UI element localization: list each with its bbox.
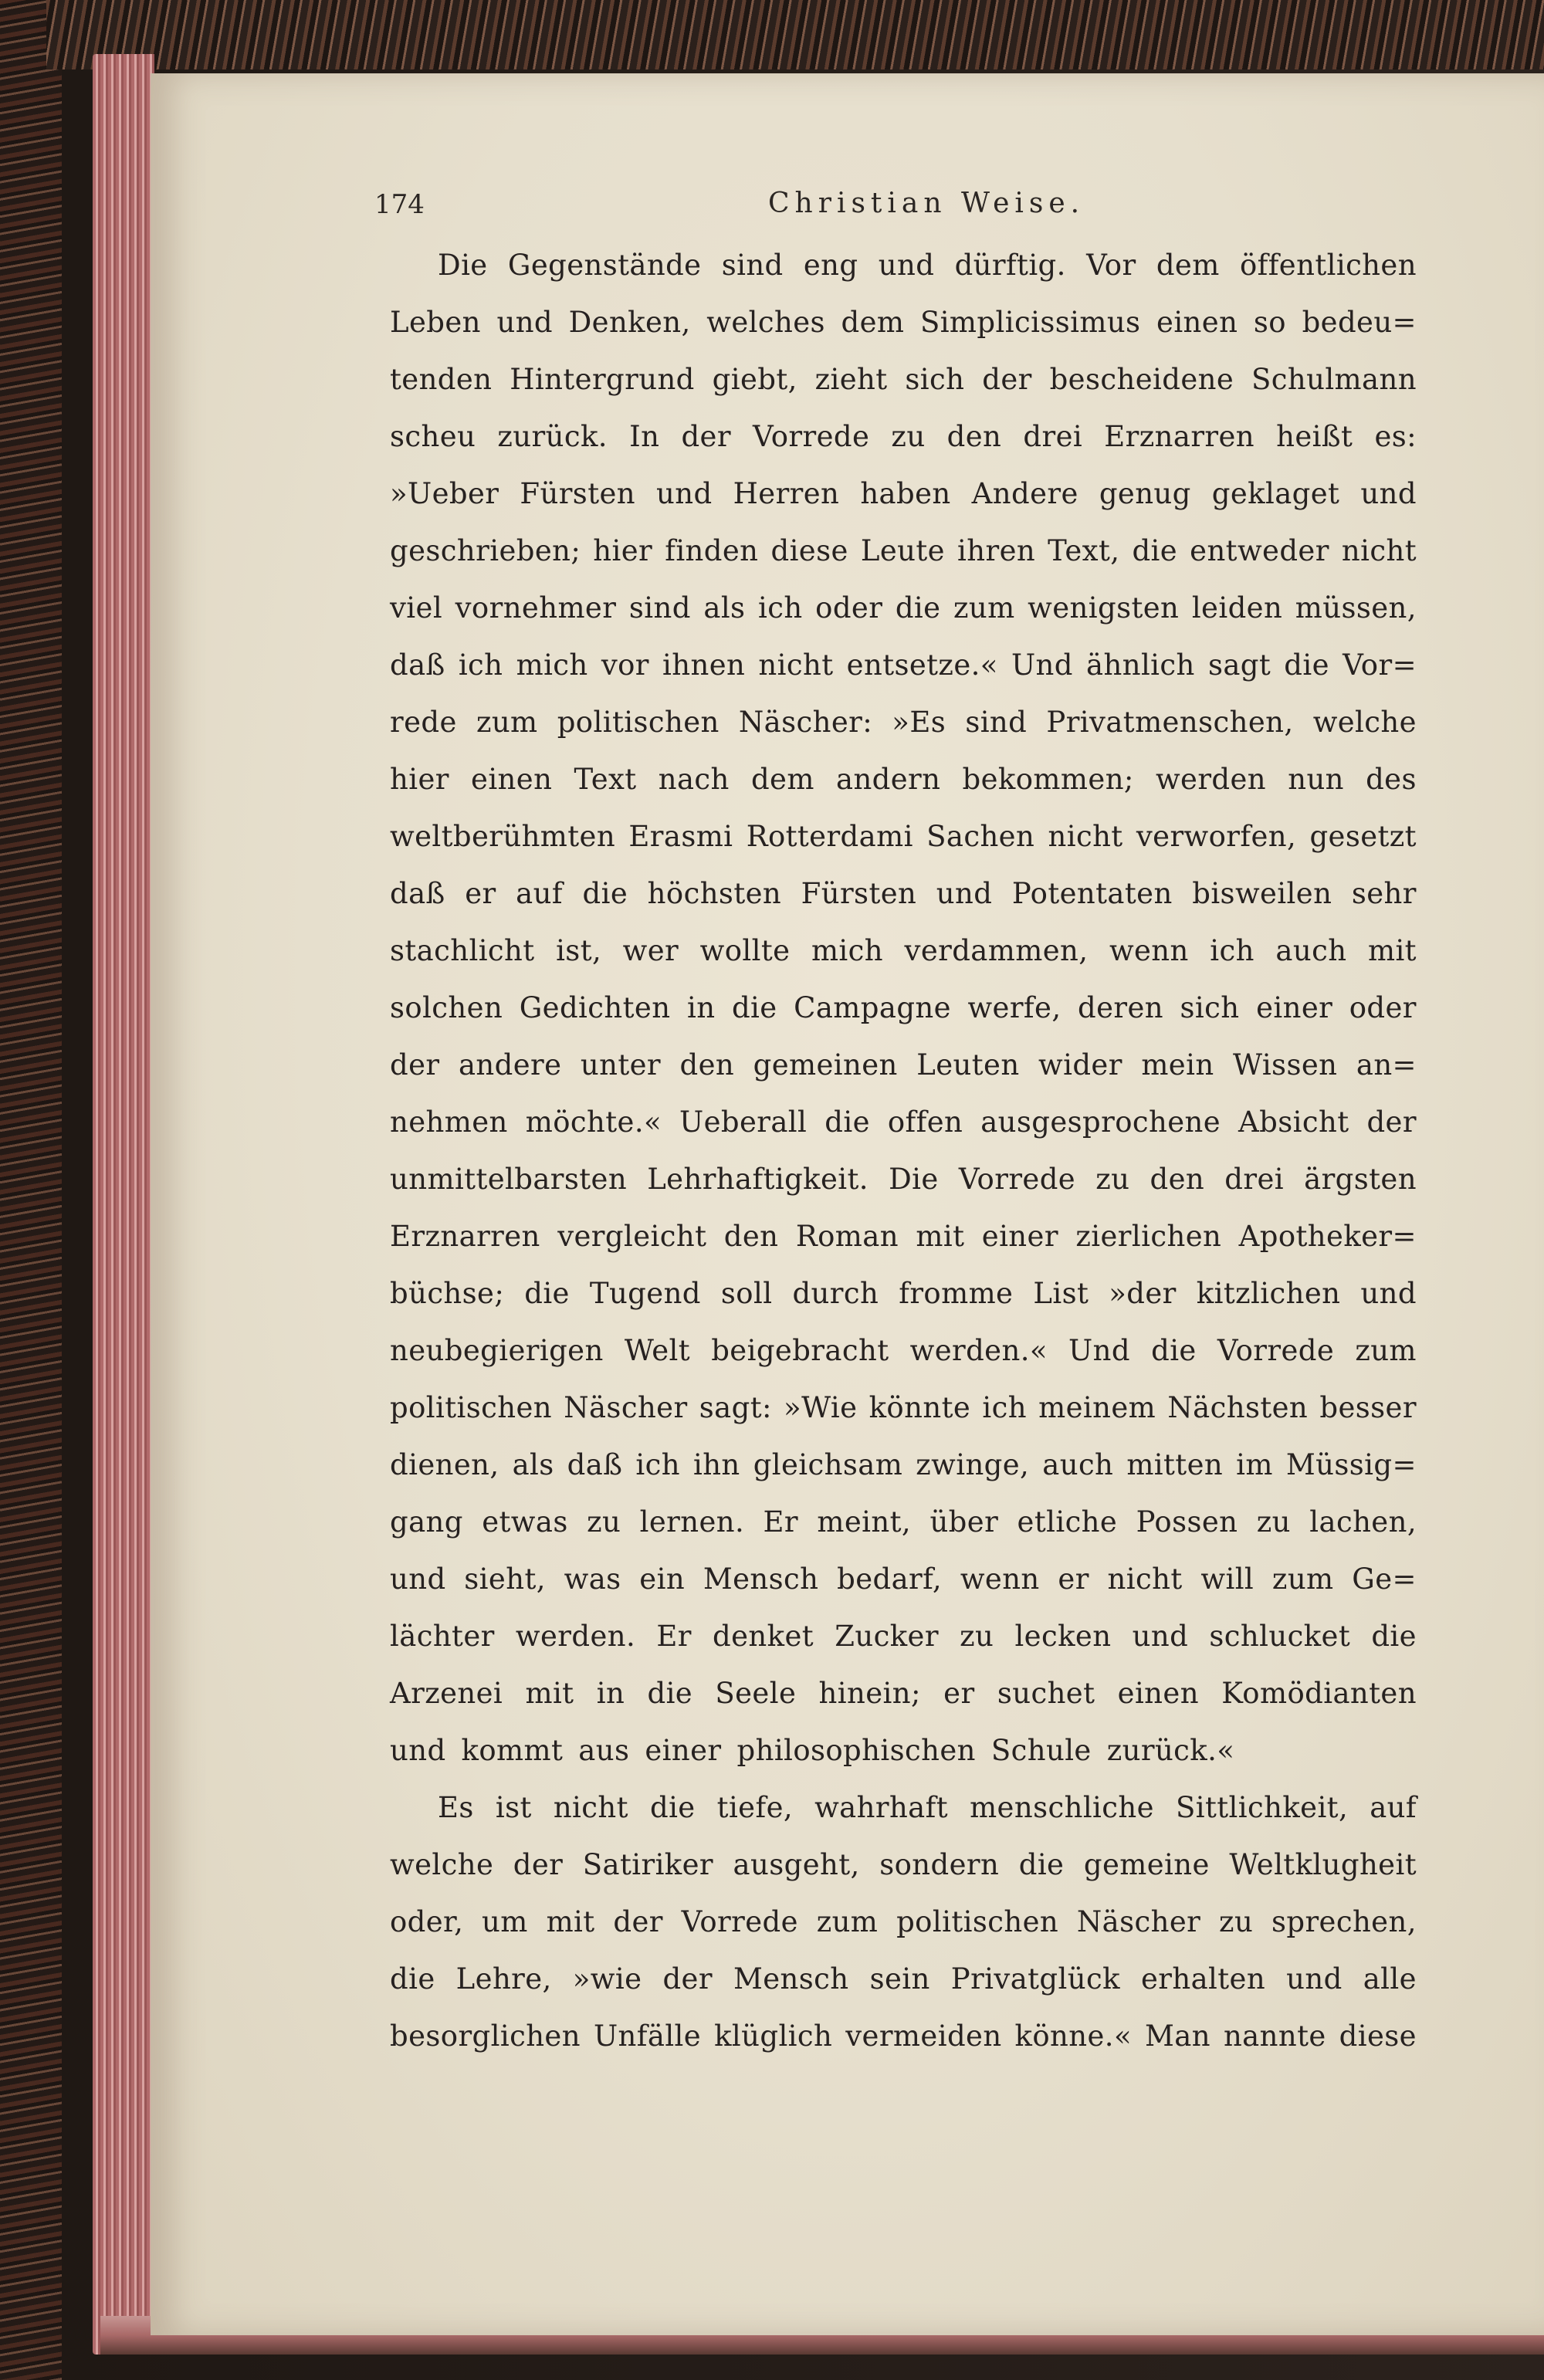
text-line: rede zum politischen Näscher: »Es sind Privatmenschen, welche xyxy=(390,706,1417,739)
text-line: viel vornehmer sind als ich oder die zum wenigsten leiden müssen, xyxy=(390,591,1417,625)
running-head: Christian Weise. xyxy=(768,188,1085,219)
text-line: Die Gegenstände sind eng und dürftig. Vor dem öffentlichen xyxy=(438,249,1417,282)
text-line: scheu zurück. In der Vorrede zu den drei Erznarren heißt es: xyxy=(390,420,1417,453)
text-line: Arzenei mit in die Seele hinein; er suchet einen Komödianten xyxy=(390,1677,1417,1710)
text-line: solchen Gedichten in die Campagne werfe, deren sich einer oder xyxy=(390,991,1417,1024)
text-line: und kommt aus einer philosophischen Schule zurück.« xyxy=(390,1734,1235,1767)
text-line: Erznarren vergleicht den Roman mit einer zierlichen Apotheker= xyxy=(390,1220,1417,1253)
text-line: oder, um mit der Vorrede zum politischen Näscher zu sprechen, xyxy=(390,1905,1417,1938)
text-line: neubegierigen Welt beigebracht werden.« Und die Vorrede zum xyxy=(390,1334,1417,1367)
text-line: weltberühmten Erasmi Rotterdami Sachen nicht verworfen, gesetzt xyxy=(390,820,1417,853)
text-line: politischen Näscher sagt: »Wie könnte ich meinem Nächsten besser xyxy=(390,1391,1417,1424)
page-number: 174 xyxy=(374,189,425,220)
text-line: daß er auf die höchsten Fürsten und Potentaten bisweilen sehr xyxy=(390,877,1417,910)
text-line: und sieht, was ein Mensch bedarf, wenn er nicht will zum Ge= xyxy=(390,1562,1417,1596)
text-line: Leben und Denken, welches dem Simplicissimus einen so bedeu= xyxy=(390,306,1417,339)
text-line: dienen, als daß ich ihn gleichsam zwinge, auch mitten im Müssig= xyxy=(390,1448,1417,1481)
text-line: gang etwas zu lernen. Er meint, über etliche Possen zu lachen, xyxy=(390,1505,1417,1539)
text-line: besorglichen Unfälle klüglich vermeiden könne.« Man nannte diese xyxy=(390,2019,1417,2053)
body-text xyxy=(390,249,1417,2077)
text-line: Es ist nicht die tiefe, wahrhaft menschliche Sittlichkeit, auf xyxy=(438,1791,1417,1824)
text-line: tenden Hintergrund giebt, zieht sich der bescheidene Schulmann xyxy=(390,363,1417,396)
page-header xyxy=(374,189,1455,235)
marbled-cover-left xyxy=(0,0,62,2380)
text-line: hier einen Text nach dem andern bekommen; werden nun des xyxy=(390,763,1417,796)
text-line: stachlicht ist, wer wollte mich verdammen, wenn ich auch mit xyxy=(390,934,1417,967)
text-line: »Ueber Fürsten und Herren haben Andere genug geklaget und xyxy=(390,477,1417,510)
text-line: geschrieben; hier finden diese Leute ihren Text, die entweder nicht xyxy=(390,534,1417,567)
text-line: die Lehre, »wie der Mensch sein Privatglück erhalten und alle xyxy=(390,1962,1417,1996)
text-line: der andere unter den gemeinen Leuten wider mein Wissen an= xyxy=(390,1048,1417,1082)
text-line: unmittelbarsten Lehrhaftigkeit. Die Vorrede zu den drei ärgsten xyxy=(390,1163,1417,1196)
page-edges-left xyxy=(93,54,154,2355)
text-line: lächter werden. Er denket Zucker zu lecken und schlucket die xyxy=(390,1620,1417,1653)
marbled-cover-top xyxy=(46,0,1544,69)
text-line: welche der Satiriker ausgeht, sondern die gemeine Weltklugheit xyxy=(390,1848,1417,1881)
text-line: daß ich mich vor ihnen nicht entsetze.« Und ähnlich sagt die Vor= xyxy=(390,648,1417,682)
text-line: büchse; die Tugend soll durch fromme List »der kitzlichen und xyxy=(390,1277,1417,1310)
text-line: nehmen möchte.« Ueberall die offen ausgesprochene Absicht der xyxy=(390,1105,1417,1139)
